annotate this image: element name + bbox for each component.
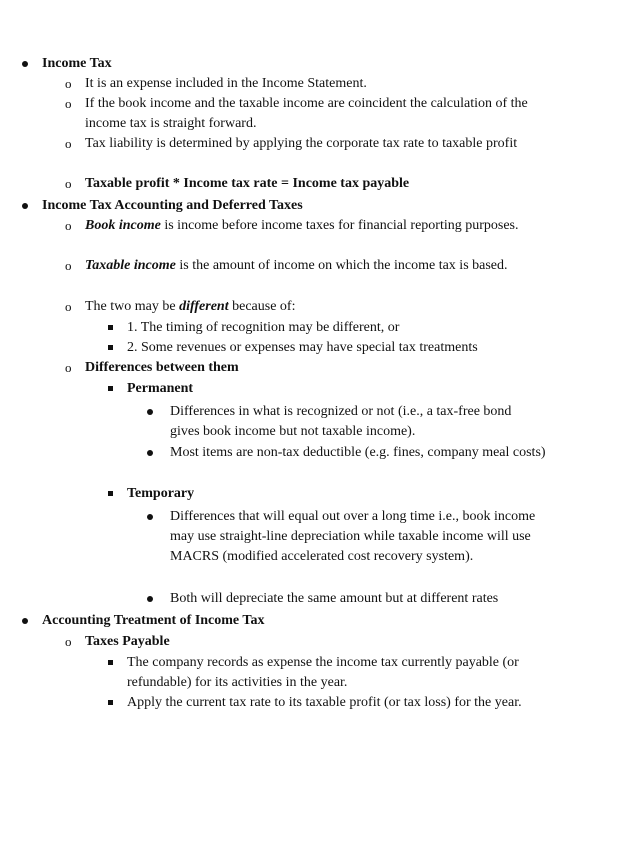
list-item: If the book income and the taxable income are coincident the calculation of the income tax is straight forward. bbox=[85, 96, 528, 131]
bullet-circle: o bbox=[65, 218, 72, 233]
two-differ-term: different bbox=[179, 299, 229, 314]
bullet-circle: o bbox=[65, 76, 72, 91]
list-item: Differences that will equal out over a long time i.e., book income may use straight-line depreciation while taxable income will use MACRS (modified accelerated cost recovery system). bbox=[170, 509, 536, 564]
formula-item: Taxable profit * Income tax rate = Income tax payable bbox=[85, 176, 410, 191]
taxes-payable-title: Taxes Payable bbox=[85, 634, 170, 649]
taxable-income-definition: is the amount of income on which the income tax is based. bbox=[175, 258, 508, 273]
bullet-circle: o bbox=[65, 258, 72, 273]
bullet-disc bbox=[147, 450, 153, 456]
bullet-square bbox=[108, 660, 113, 665]
list-item: Both will depreciate the same amount but at different rates bbox=[170, 591, 499, 606]
book-income-term: Book income bbox=[85, 218, 161, 233]
list-item: The company records as expense the income tax currently payable (or refundable) for its activities in the year. bbox=[127, 655, 519, 690]
differences-title: Differences between them bbox=[85, 360, 239, 375]
section-title-income-tax: Income Tax bbox=[42, 56, 112, 71]
bullet-circle: o bbox=[65, 299, 72, 314]
list-item: Differences in what is recognized or not (i.e., a tax-free bond gives book income but not taxable income). bbox=[170, 404, 512, 439]
bullet-disc bbox=[147, 409, 153, 415]
bullet-disc bbox=[22, 618, 28, 624]
two-differ-pre: The two may be bbox=[85, 299, 180, 314]
bullet-circle: o bbox=[65, 136, 72, 151]
section-title-treatment: Accounting Treatment of Income Tax bbox=[42, 613, 265, 628]
book-income-definition: is income before income taxes for financial reporting purposes. bbox=[160, 218, 519, 233]
bullet-square bbox=[108, 386, 113, 391]
list-item: Apply the current tax rate to its taxable profit (or tax loss) for the year. bbox=[127, 695, 522, 710]
bullet-square bbox=[108, 700, 113, 705]
bullet-disc bbox=[22, 203, 28, 209]
bullet-circle: o bbox=[65, 634, 72, 649]
reason-item: 2. Some revenues or expenses may have special tax treatments bbox=[127, 340, 478, 355]
list-item: It is an expense included in the Income Statement. bbox=[85, 76, 367, 91]
two-differ-item bbox=[85, 297, 295, 317]
bullet-circle: o bbox=[65, 360, 72, 375]
book-income-item bbox=[85, 216, 535, 236]
bullet-square bbox=[108, 325, 113, 330]
section-title-deferred: Income Tax Accounting and Deferred Taxes bbox=[42, 198, 303, 213]
taxable-income-item bbox=[85, 256, 545, 276]
reason-item: 1. The timing of recognition may be different, or bbox=[127, 320, 400, 335]
permanent-title: Permanent bbox=[127, 381, 194, 396]
bullet-disc bbox=[147, 514, 153, 520]
two-differ-post: because of: bbox=[228, 299, 296, 314]
taxable-income-term: Taxable income bbox=[85, 258, 176, 273]
list-item: Tax liability is determined by applying the corporate tax rate to taxable profit bbox=[85, 136, 518, 151]
bullet-square bbox=[108, 491, 113, 496]
temporary-title: Temporary bbox=[127, 486, 195, 501]
bullet-disc bbox=[147, 596, 153, 602]
bullet-circle: o bbox=[65, 96, 72, 111]
bullet-circle: o bbox=[65, 176, 72, 191]
bullet-disc bbox=[22, 61, 28, 67]
list-item: Most items are non-tax deductible (e.g. fines, company meal costs) bbox=[170, 445, 546, 460]
bullet-square bbox=[108, 345, 113, 350]
